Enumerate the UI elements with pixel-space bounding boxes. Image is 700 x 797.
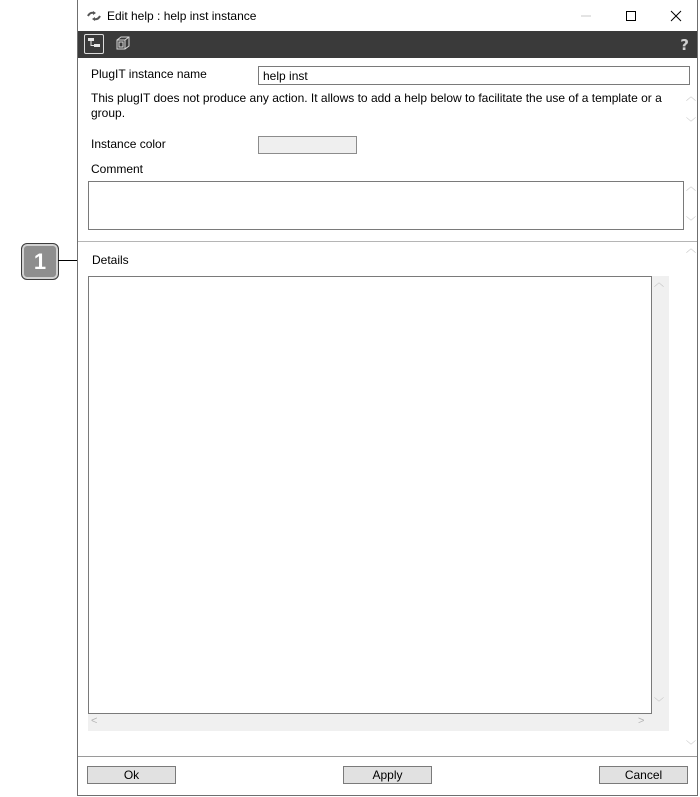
details-vertical-scrollbar[interactable]: [652, 276, 666, 714]
comment-textarea[interactable]: [88, 181, 684, 230]
app-link-icon: [86, 8, 102, 24]
scroll-down-icon[interactable]: ﹀: [654, 698, 664, 709]
structure-view-button[interactable]: [84, 34, 104, 54]
structure-icon: [87, 37, 101, 52]
instance-name-label: PlugIT instance name: [91, 67, 207, 81]
scroll-down-icon[interactable]: ﹀: [686, 118, 696, 129]
details-label: Details: [92, 253, 129, 267]
instance-color-picker[interactable]: [258, 136, 357, 154]
panel-scrollbar[interactable]: [684, 244, 698, 754]
maximize-button[interactable]: [609, 4, 653, 28]
description-scrollbar[interactable]: [684, 92, 698, 130]
footer-divider: [78, 756, 697, 757]
scroll-up-icon[interactable]: ︿: [686, 92, 696, 103]
cancel-button[interactable]: Cancel: [599, 766, 688, 784]
close-button[interactable]: [654, 4, 698, 28]
instance-color-label: Instance color: [91, 137, 166, 151]
cube-icon: [115, 35, 131, 54]
cube-view-button[interactable]: [113, 34, 133, 54]
ok-button[interactable]: Ok: [87, 766, 176, 784]
scroll-left-icon[interactable]: <: [91, 715, 98, 727]
minimize-button[interactable]: [564, 4, 608, 28]
instance-name-input[interactable]: [258, 66, 690, 85]
comment-label: Comment: [91, 162, 144, 176]
scroll-down-icon[interactable]: ﹀: [686, 217, 696, 228]
help-icon[interactable]: ?: [680, 36, 689, 54]
details-horizontal-scrollbar[interactable]: [88, 714, 652, 728]
window-title: Edit help : help inst instance: [107, 9, 257, 23]
comment-scrollbar[interactable]: [684, 182, 698, 230]
apply-button[interactable]: Apply: [343, 766, 432, 784]
scroll-up-icon[interactable]: ︿: [686, 244, 696, 255]
plugit-description: This plugIT does not produce any action. It allows to add a help below to facilitate the use of a template or a group.: [91, 91, 662, 120]
callout-badge: 1: [21, 243, 59, 280]
details-textarea[interactable]: [88, 276, 652, 714]
scroll-down-icon[interactable]: ﹀: [686, 741, 696, 752]
toolbar: [78, 31, 697, 58]
details-editor: [88, 276, 669, 731]
scroll-up-icon[interactable]: ︿: [686, 182, 696, 193]
scroll-up-icon[interactable]: ︿: [654, 278, 664, 289]
title-bar: [78, 0, 697, 31]
section-divider: [78, 241, 697, 242]
scroll-right-icon[interactable]: >: [638, 715, 645, 727]
edit-help-dialog: [77, 0, 698, 796]
